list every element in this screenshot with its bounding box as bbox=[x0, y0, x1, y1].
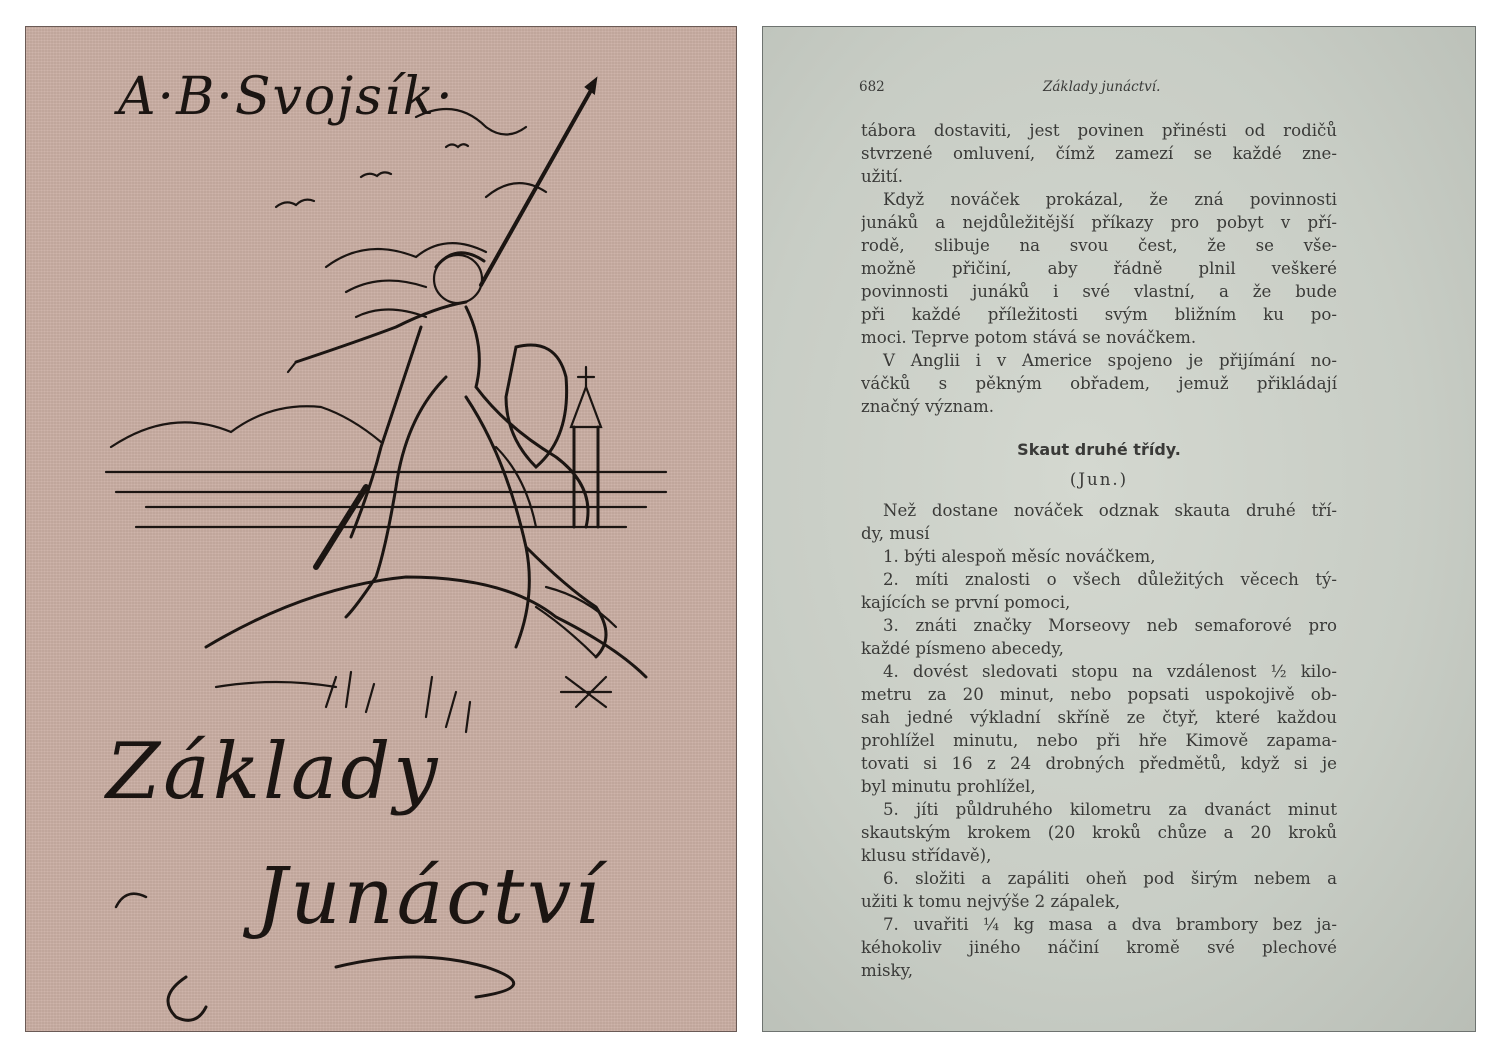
text-line: Než dostane nováček odznak skauta druhé tří- bbox=[883, 501, 1337, 520]
list-item-cont: metru za 20 minut, nebo popsati uspokojivě ob- bbox=[861, 685, 1337, 704]
text-line: tábora dostaviti, jest povinen přinésti od rodičů bbox=[861, 121, 1337, 140]
page-body bbox=[861, 119, 1337, 982]
list-item-cont: kajících se první pomoci, bbox=[861, 593, 1071, 612]
list-item-cont: tovati si 16 z 24 drobných předmětů, když si je bbox=[861, 754, 1337, 773]
cover-title-line1: Základy bbox=[106, 727, 441, 817]
list-item: 6. složiti a zapáliti oheň pod širým nebem a bbox=[883, 869, 1337, 888]
list-item-cont: každé písmeno abecedy, bbox=[861, 639, 1064, 658]
section-heading: Skaut druhé třídy. bbox=[1017, 440, 1181, 459]
text-line: možně přičiní, aby řádně plnil veškeré bbox=[861, 259, 1337, 278]
text-line: stvrzené omluvení, čímž zamezí se každé zne- bbox=[861, 144, 1337, 163]
text-line: značný význam. bbox=[861, 397, 995, 416]
list-item-cont: skautským krokem (20 kroků chůze a 20 kroků bbox=[861, 823, 1337, 842]
text-line: dy, musí bbox=[861, 524, 930, 543]
cover-author: A·B·Svojsík· bbox=[118, 67, 455, 127]
book-cover bbox=[25, 26, 737, 1032]
list-item: 5. jíti půldruhého kilometru za dvanáct minut bbox=[883, 800, 1337, 819]
page-number: 682 bbox=[859, 79, 885, 95]
list-item: 4. dovést sledovati stopu na vzdálenost ½ kilo- bbox=[883, 662, 1337, 681]
list-item-cont: misky, bbox=[861, 961, 914, 980]
list-item: 2. míti znalosti o všech důležitých věcech tý- bbox=[883, 570, 1337, 589]
paragraph-1 bbox=[861, 119, 1337, 188]
list-item: 1. býti alespoň měsíc nováčkem, bbox=[883, 547, 1156, 566]
list-item-cont: sah jedné výkladní skříně ze čtyř, které každou bbox=[861, 708, 1337, 727]
text-line: rodě, slibuje na svou čest, že se vše- bbox=[861, 236, 1337, 255]
text-line: povinnosti junáků i své vlastní, a že bude bbox=[861, 282, 1337, 301]
paragraph-3 bbox=[861, 349, 1337, 418]
book-page bbox=[762, 26, 1476, 1032]
list-item-cont: užiti k tomu nejvýše 2 zápalek, bbox=[861, 892, 1121, 911]
running-title: Základy junáctví. bbox=[1043, 79, 1161, 95]
paragraph-2 bbox=[861, 188, 1337, 349]
list-item-cont: prohlížel minutu, nebo při hře Kimově zapama- bbox=[861, 731, 1337, 750]
cover-title-line2: Junáctví bbox=[256, 852, 603, 942]
text-line: moci. Teprve potom stává se nováčkem. bbox=[861, 328, 1197, 347]
requirement-list bbox=[861, 545, 1337, 982]
list-item-cont: klusu střídavě), bbox=[861, 846, 992, 865]
intro-paragraph bbox=[861, 499, 1337, 545]
list-item: 3. znáti značky Morseovy neb semaforové pro bbox=[883, 616, 1337, 635]
text-line: užití. bbox=[861, 167, 903, 186]
text-line: V Anglii i v Americe spojeno je přijímání no- bbox=[883, 351, 1337, 370]
text-line: při každé příležitosti svým bližním ku po- bbox=[861, 305, 1337, 324]
text-line: junáků a nejdůležitější příkazy pro pobyt v pří- bbox=[861, 213, 1337, 232]
text-line: Když nováček prokázal, že zná povinnosti bbox=[883, 190, 1337, 209]
list-item-cont: byl minutu prohlížel, bbox=[861, 777, 1036, 796]
list-item: 7. uvařiti ¼ kg masa a dva brambory bez ja- bbox=[883, 915, 1337, 934]
text-line: váčků s pěkným obřadem, jemuž přikládají bbox=[861, 374, 1337, 393]
section-subheading: (Jun.) bbox=[1069, 470, 1129, 489]
list-item-cont: kéhokoliv jiného náčiní kromě své plechové bbox=[861, 938, 1337, 957]
